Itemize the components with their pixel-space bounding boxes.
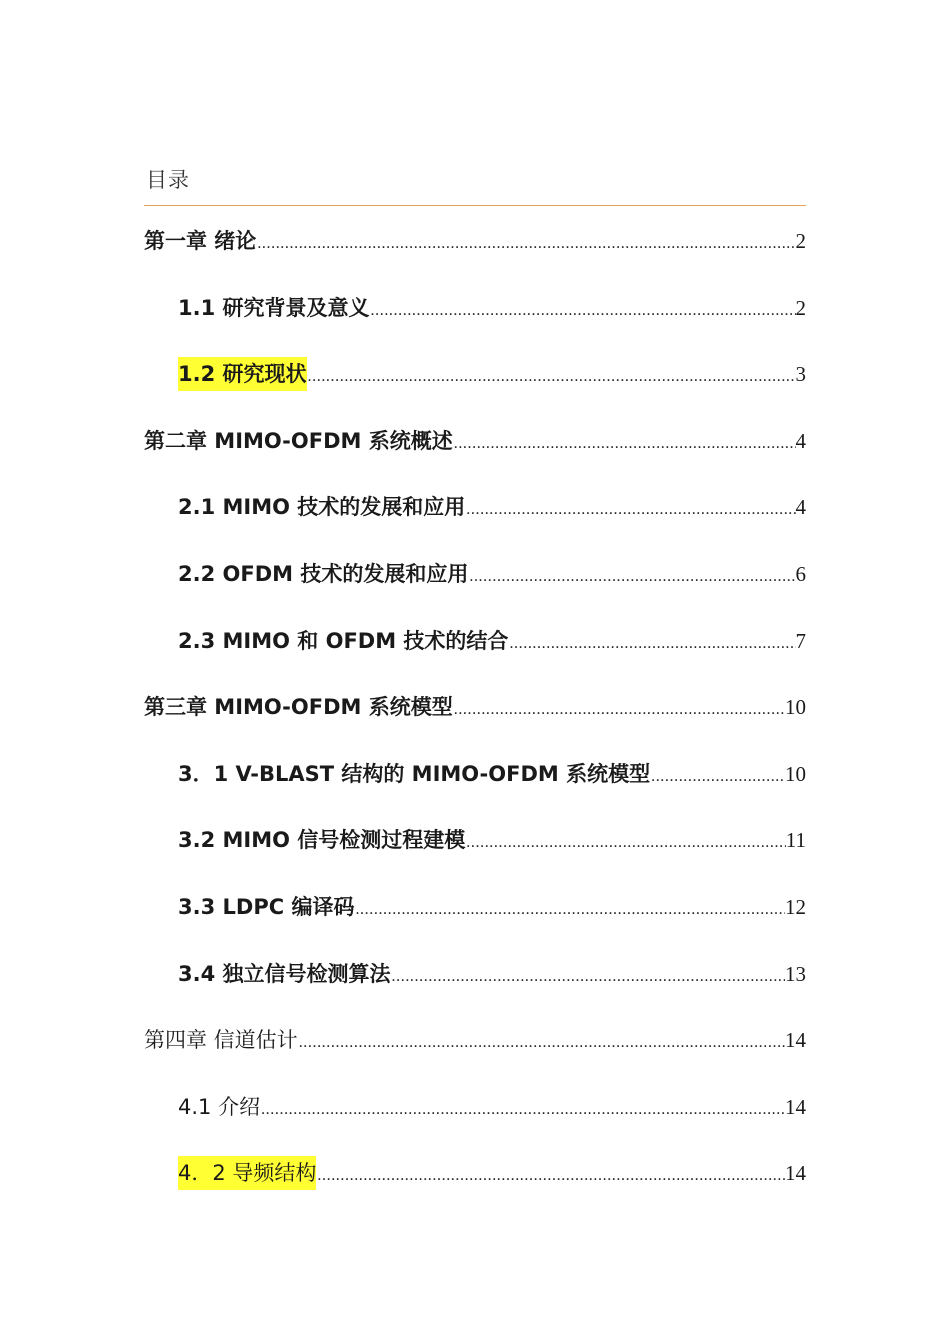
dot-leader <box>316 1159 785 1193</box>
dot-leader <box>260 1093 785 1127</box>
toc-entry[interactable] <box>144 957 806 1024</box>
toc-entry-label: 3.3 LDPC 编译码 <box>178 894 355 919</box>
toc-entry-page-number: 10 <box>785 695 806 720</box>
toc-entry-label: 第二章 MIMO-OFDM 系统概述 <box>144 428 453 453</box>
toc-entry-page-number: 4 <box>795 495 806 520</box>
toc-entry-label: 3.2 MIMO 信号检测过程建模 <box>178 828 466 853</box>
toc-list <box>144 224 806 1223</box>
toc-entry-page-number: 12 <box>785 894 806 919</box>
toc-entry-label: 3.4 独立信号检测算法 <box>178 961 391 986</box>
toc-title: 目录 <box>146 168 190 192</box>
toc-entry[interactable] <box>144 624 806 691</box>
dot-leader <box>465 826 785 860</box>
toc-entry-label: 1.1 研究背景及意义 <box>178 295 370 320</box>
dot-leader <box>298 1026 785 1060</box>
toc-entry-label: 第四章 信道估计 <box>144 1028 298 1053</box>
dot-leader <box>508 627 795 661</box>
toc-entry-label: 第一章 绪论 <box>144 229 257 253</box>
toc-entry-label: 第三章 MIMO-OFDM 系统模型 <box>144 695 453 720</box>
toc-entry-page-number: 13 <box>785 961 806 986</box>
toc-entry[interactable] <box>144 823 806 890</box>
dot-leader <box>307 360 796 394</box>
dot-leader <box>453 427 796 461</box>
toc-entry[interactable] <box>144 890 806 957</box>
toc-entry-label: 3．1 V-BLAST 结构的 MIMO-OFDM 系统模型 <box>178 761 651 786</box>
toc-entry-page-number: 2 <box>795 229 806 253</box>
toc-entry-label: 2.1 MIMO 技术的发展和应用 <box>178 495 466 520</box>
toc-entry-label: 2.2 OFDM 技术的发展和应用 <box>178 561 469 586</box>
dot-leader <box>468 560 795 594</box>
toc-entry[interactable] <box>144 690 806 757</box>
dot-leader <box>370 294 796 328</box>
toc-entry[interactable] <box>144 357 806 424</box>
toc-entry[interactable] <box>144 291 806 358</box>
dot-leader <box>391 960 785 994</box>
toc-entry-page-number: 3 <box>795 362 806 387</box>
toc-entry-page-number: 4 <box>795 428 806 453</box>
toc-entry-page-number: 7 <box>795 628 806 653</box>
toc-entry-label: 1.2 研究现状 <box>178 357 307 391</box>
dot-leader <box>256 227 795 261</box>
toc-entry-label: 2.3 MIMO 和 OFDM 技术的结合 <box>178 628 509 653</box>
toc-entry-label: 4.1 介绍 <box>178 1094 261 1119</box>
toc-entry-page-number: 10 <box>785 761 806 786</box>
dot-leader <box>465 493 795 527</box>
toc-entry[interactable] <box>144 424 806 491</box>
toc-entry[interactable] <box>144 490 806 557</box>
toc-entry-page-number: 11 <box>785 828 806 853</box>
dot-leader <box>453 693 785 727</box>
toc-entry-page-number: 14 <box>785 1094 806 1119</box>
toc-entry-page-number: 14 <box>785 1028 806 1053</box>
toc-entry[interactable] <box>144 1023 806 1090</box>
toc-entry-page-number: 6 <box>795 561 806 586</box>
title-divider <box>144 205 806 206</box>
toc-entry[interactable] <box>144 1090 806 1157</box>
dot-leader <box>650 760 785 794</box>
toc-entry-page-number: 2 <box>795 295 806 320</box>
toc-entry[interactable] <box>144 224 806 291</box>
toc-entry-page-number: 14 <box>785 1161 806 1186</box>
toc-entry[interactable] <box>144 757 806 824</box>
toc-entry[interactable] <box>144 557 806 624</box>
toc-entry[interactable] <box>144 1156 806 1223</box>
dot-leader <box>354 893 785 927</box>
toc-entry-label: 4．2 导频结构 <box>178 1156 316 1190</box>
